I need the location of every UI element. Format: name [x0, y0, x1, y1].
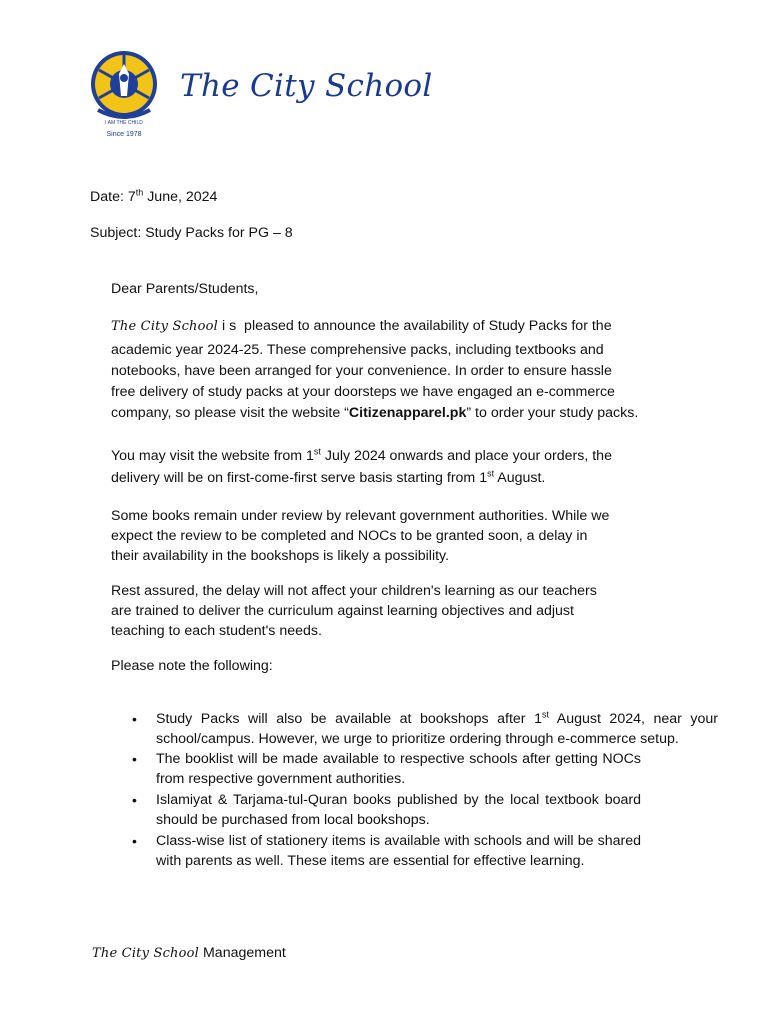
signoff	[92, 943, 286, 964]
date-prefix: Date: 7	[90, 189, 136, 205]
note-intro: Please note the following:	[111, 658, 273, 674]
bullet-dot: •	[132, 792, 137, 808]
p2-l1-post: July 2024 onwards and place your orders, the	[320, 448, 612, 464]
p4-line-3: teaching to each student's needs.	[111, 623, 322, 639]
p2-l2-pre: delivery will be on first-come-first serve basis starting from 1	[111, 470, 488, 486]
p1-line5-pre: company, so please visit the website “	[111, 405, 349, 421]
p1-line1-rest: i s pleased to announce the availability of Study Packs for the	[218, 318, 612, 334]
p3-line-2: expect the review to be completed and NOCs to be granted soon, a delay in	[111, 528, 588, 544]
p3-line-1: Some books remain under review by relevant government authorities. While we	[111, 508, 610, 524]
p3-line-3: their availability in the bookshops is likely a possibility.	[111, 548, 450, 564]
list-item	[132, 709, 718, 749]
p2-line-2	[111, 468, 612, 488]
b1-pre: Study Packs will also be available at bookshops after 1	[156, 711, 542, 727]
logo-since: Since 1978	[106, 131, 142, 138]
bullet-dot: •	[132, 711, 137, 727]
p4-line-1: Rest assured, the delay will not affect your children's learning as our teachers	[111, 583, 597, 599]
bullet-text: The booklist will be made available to respective schools after getting NOCs from respective government authorities.	[156, 751, 641, 788]
p1-line-3: notebooks, have been arranged for your convenience. In order to ensure hassle	[111, 363, 612, 379]
bullet-dot: •	[132, 833, 137, 849]
salutation: Dear Parents/Students,	[111, 281, 259, 297]
paragraph-reassurance	[111, 581, 597, 641]
bullet-text	[156, 709, 718, 749]
p2-l1-pre: You may visit the website from 1	[111, 448, 314, 464]
letter-date	[90, 187, 217, 207]
p1-line-1	[111, 316, 638, 337]
signoff-brand: The City School	[92, 946, 200, 961]
p1-line5-post: ” to order your study packs.	[466, 405, 639, 421]
list-item	[132, 749, 641, 789]
p1-line-5	[111, 403, 638, 423]
letter-subject: Subject: Study Packs for PG – 8	[90, 225, 293, 241]
p2-l2-sup: st	[487, 468, 495, 479]
paragraph-ordering	[111, 446, 612, 488]
bullet-dot: •	[132, 751, 137, 767]
date-suffix: June, 2024	[143, 189, 218, 205]
b1-post: August 2024, near your school/campus. However, we urge to prioritize ordering through e-commerce setup.	[156, 711, 719, 748]
bullet-text: Class-wise list of stationery items is available with schools and will be shared with parents as well. These items are essential for effective learning.	[156, 833, 641, 870]
date-sup: th	[135, 187, 144, 198]
school-crest-logo	[88, 46, 160, 142]
school-name-heading: The City School	[180, 68, 433, 104]
p4-line-2: are trained to deliver the curriculum against learning objectives and adjust	[111, 603, 574, 619]
list-item	[132, 831, 641, 871]
b1-sup: st	[541, 709, 549, 720]
p2-l1-sup: st	[313, 446, 321, 457]
p2-l2-post: August.	[494, 470, 546, 486]
logo-motto: I AM THE CHILD	[105, 120, 143, 126]
bullet-text: Islamiyat & Tarjama-tul-Quran books published by the local textbook board should be purchased from local bookshops.	[156, 792, 641, 829]
website-link[interactable]: Citizenapparel.pk	[348, 405, 467, 421]
signoff-rest: Management	[199, 945, 286, 961]
brand-inline: The City School	[111, 319, 219, 334]
paragraph-review	[111, 506, 609, 566]
p2-line-1	[111, 446, 612, 466]
p1-line-2: academic year 2024-25. These comprehensive packs, including textbooks and	[111, 342, 604, 358]
paragraph-announcement	[111, 316, 638, 423]
p1-line-4: free delivery of study packs at your doorsteps we have engaged an e-commerce	[111, 384, 615, 400]
list-item	[132, 790, 641, 830]
